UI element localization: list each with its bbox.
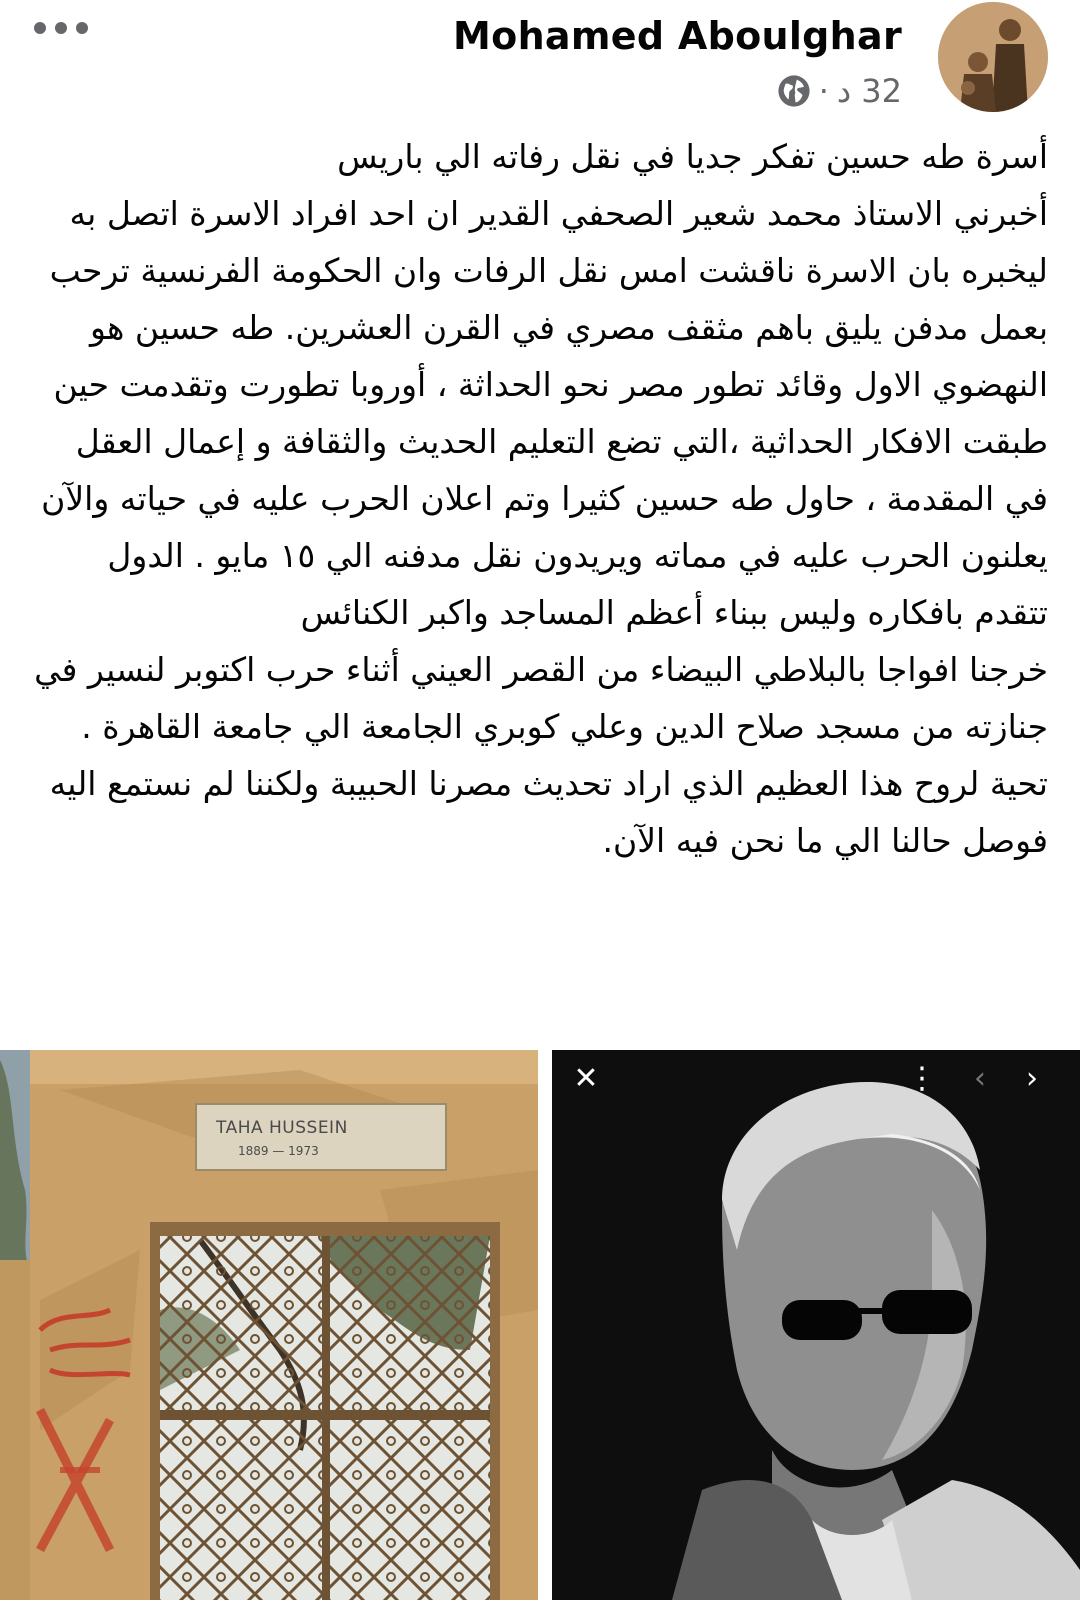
globe-icon[interactable] <box>777 74 811 108</box>
dot <box>76 22 88 34</box>
post-text <box>30 128 1048 869</box>
more-vertical-icon[interactable]: ⋮ <box>907 1060 937 1096</box>
post-paragraph: أخبرني الاستاذ محمد شعير الصحفي القدير ان احد افراد الاسرة اتصل به ليخبره بان الاسرة ناقشت امس نقل الرفات وان الحكومة الفرنسية ترحب بعمل مدفن يليق باهم مثقف مصري في القرن العشرين. طه حسين هو النهضوي الاول وقائد تطور مصر نحو الحداثة ، أوروبا تطورت وتقدمت حين طبقت الافكار الحداثية ،التي تضع التعليم الحديث والثقافة و إعمال العقل في المقدمة ، حاول طه حسين كثيرا وتم اعلان الحرب عليه في حياته والآن يعلنون الحرب عليه في مماته ويريدون نقل مدفنه الي ١٥ مايو . الدول تتقدم بافكاره وليس ببناء أعظم المساجد واكبر الكنائس <box>41 194 1048 632</box>
portrait-image <box>552 1050 1080 1600</box>
plaque-years: 1889 — 1973 <box>238 1144 319 1158</box>
chevron-right-icon[interactable]: › <box>1026 1060 1038 1096</box>
dot <box>55 22 67 34</box>
avatar-photo <box>938 2 1048 112</box>
tomb-photo[interactable] <box>0 1050 538 1600</box>
grave-plaque <box>198 1110 443 1170</box>
meta-separator: · <box>818 72 829 110</box>
portrait-photo[interactable] <box>552 1050 1080 1600</box>
plaque-name: TAHA HUSSEIN <box>216 1118 348 1138</box>
chevron-left-icon[interactable]: ‹ <box>974 1060 986 1096</box>
post-meta <box>777 72 902 110</box>
more-horizontal-icon[interactable] <box>34 14 88 42</box>
post-header <box>0 0 1080 120</box>
dot <box>34 22 46 34</box>
author-name[interactable]: Mohamed Aboulghar <box>453 14 902 58</box>
post-paragraph: أسرة طه حسين تفكر جديا في نقل رفاته الي باريس <box>337 137 1048 176</box>
post-timestamp[interactable]: 32 د <box>836 72 902 110</box>
close-icon[interactable]: ✕ <box>573 1060 599 1096</box>
post-paragraph: خرجنا افواجا بالبلاطي البيضاء من القصر العيني أثناء حرب اكتوبر لنسير في جنازته من مسجد صلاح الدين وعلي كوبري الجامعة الي جامعة القاهرة . تحية لروح هذا العظيم الذي اراد تحديث مصرنا الحبيبة ولكننا لم نستمع اليه فوصل حالنا الي ما نحن فيه الآن. <box>34 650 1048 860</box>
avatar[interactable] <box>938 2 1048 112</box>
